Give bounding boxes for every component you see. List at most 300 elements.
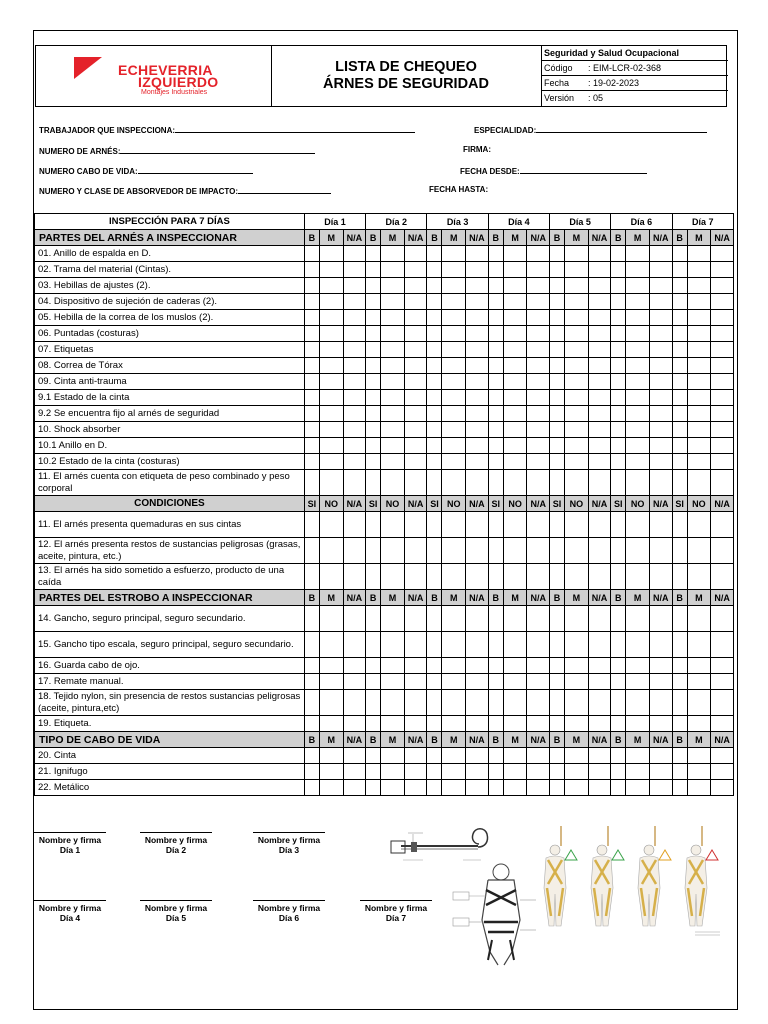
check-cell[interactable]	[565, 716, 589, 732]
check-cell[interactable]	[404, 470, 427, 496]
check-cell[interactable]	[503, 512, 527, 538]
check-cell[interactable]	[550, 294, 565, 310]
check-cell[interactable]	[672, 470, 687, 496]
check-cell[interactable]	[466, 374, 489, 390]
check-cell[interactable]	[588, 780, 611, 796]
check-cell[interactable]	[404, 246, 427, 262]
check-cell[interactable]	[488, 374, 503, 390]
check-cell[interactable]	[488, 326, 503, 342]
check-cell[interactable]	[366, 294, 381, 310]
check-cell[interactable]	[527, 422, 550, 438]
check-cell[interactable]	[711, 374, 734, 390]
check-cell[interactable]	[466, 470, 489, 496]
check-cell[interactable]	[427, 674, 442, 690]
check-cell[interactable]	[343, 422, 366, 438]
check-cell[interactable]	[442, 262, 466, 278]
check-cell[interactable]	[343, 632, 366, 658]
check-cell[interactable]	[687, 564, 711, 590]
check-cell[interactable]	[611, 326, 626, 342]
signature-day-1[interactable]	[30, 832, 110, 855]
check-cell[interactable]	[565, 780, 589, 796]
check-cell[interactable]	[442, 690, 466, 716]
check-cell[interactable]	[550, 538, 565, 564]
check-cell[interactable]	[649, 342, 672, 358]
check-cell[interactable]	[687, 262, 711, 278]
check-cell[interactable]	[550, 606, 565, 632]
check-cell[interactable]	[488, 454, 503, 470]
check-cell[interactable]	[381, 454, 405, 470]
check-cell[interactable]	[565, 438, 589, 454]
check-cell[interactable]	[343, 454, 366, 470]
check-cell[interactable]	[404, 780, 427, 796]
check-cell[interactable]	[626, 262, 650, 278]
check-cell[interactable]	[626, 564, 650, 590]
check-cell[interactable]	[672, 422, 687, 438]
check-cell[interactable]	[550, 690, 565, 716]
check-cell[interactable]	[565, 342, 589, 358]
check-cell[interactable]	[319, 358, 343, 374]
check-cell[interactable]	[672, 674, 687, 690]
check-cell[interactable]	[711, 748, 734, 764]
check-cell[interactable]	[527, 326, 550, 342]
check-cell[interactable]	[304, 632, 319, 658]
check-cell[interactable]	[588, 294, 611, 310]
especialidad-field[interactable]	[474, 124, 707, 135]
check-cell[interactable]	[488, 390, 503, 406]
check-cell[interactable]	[304, 748, 319, 764]
check-cell[interactable]	[319, 390, 343, 406]
check-cell[interactable]	[565, 374, 589, 390]
check-cell[interactable]	[427, 564, 442, 590]
check-cell[interactable]	[527, 632, 550, 658]
check-cell[interactable]	[343, 470, 366, 496]
check-cell[interactable]	[427, 512, 442, 538]
check-cell[interactable]	[503, 262, 527, 278]
check-cell[interactable]	[649, 454, 672, 470]
check-cell[interactable]	[427, 294, 442, 310]
check-cell[interactable]	[319, 564, 343, 590]
check-cell[interactable]	[527, 294, 550, 310]
check-cell[interactable]	[442, 406, 466, 422]
check-cell[interactable]	[672, 748, 687, 764]
check-cell[interactable]	[527, 358, 550, 374]
check-cell[interactable]	[672, 246, 687, 262]
check-cell[interactable]	[466, 512, 489, 538]
check-cell[interactable]	[466, 358, 489, 374]
signature-day-4[interactable]	[30, 900, 110, 923]
check-cell[interactable]	[687, 658, 711, 674]
check-cell[interactable]	[611, 438, 626, 454]
check-cell[interactable]	[527, 342, 550, 358]
check-cell[interactable]	[466, 326, 489, 342]
check-cell[interactable]	[711, 538, 734, 564]
check-cell[interactable]	[611, 748, 626, 764]
check-cell[interactable]	[466, 780, 489, 796]
check-cell[interactable]	[366, 606, 381, 632]
check-cell[interactable]	[687, 690, 711, 716]
check-cell[interactable]	[442, 422, 466, 438]
check-cell[interactable]	[488, 246, 503, 262]
check-cell[interactable]	[626, 358, 650, 374]
check-cell[interactable]	[711, 390, 734, 406]
check-cell[interactable]	[366, 406, 381, 422]
check-cell[interactable]	[687, 390, 711, 406]
check-cell[interactable]	[687, 326, 711, 342]
check-cell[interactable]	[343, 278, 366, 294]
check-cell[interactable]	[466, 390, 489, 406]
check-cell[interactable]	[550, 632, 565, 658]
check-cell[interactable]	[466, 406, 489, 422]
check-cell[interactable]	[488, 310, 503, 326]
check-cell[interactable]	[442, 310, 466, 326]
check-cell[interactable]	[503, 748, 527, 764]
check-cell[interactable]	[319, 690, 343, 716]
check-cell[interactable]	[488, 606, 503, 632]
check-cell[interactable]	[404, 438, 427, 454]
check-cell[interactable]	[304, 606, 319, 632]
check-cell[interactable]	[611, 606, 626, 632]
check-cell[interactable]	[588, 390, 611, 406]
check-cell[interactable]	[488, 564, 503, 590]
check-cell[interactable]	[565, 606, 589, 632]
check-cell[interactable]	[427, 748, 442, 764]
check-cell[interactable]	[427, 406, 442, 422]
check-cell[interactable]	[527, 262, 550, 278]
check-cell[interactable]	[343, 690, 366, 716]
check-cell[interactable]	[649, 246, 672, 262]
check-cell[interactable]	[343, 406, 366, 422]
check-cell[interactable]	[550, 326, 565, 342]
check-cell[interactable]	[442, 358, 466, 374]
check-cell[interactable]	[503, 294, 527, 310]
absorvedor-field[interactable]	[39, 185, 331, 196]
check-cell[interactable]	[626, 780, 650, 796]
check-cell[interactable]	[427, 310, 442, 326]
check-cell[interactable]	[366, 262, 381, 278]
check-cell[interactable]	[466, 342, 489, 358]
check-cell[interactable]	[366, 374, 381, 390]
check-cell[interactable]	[565, 564, 589, 590]
check-cell[interactable]	[687, 512, 711, 538]
check-cell[interactable]	[343, 538, 366, 564]
check-cell[interactable]	[343, 326, 366, 342]
check-cell[interactable]	[304, 564, 319, 590]
check-cell[interactable]	[588, 512, 611, 538]
check-cell[interactable]	[304, 326, 319, 342]
check-cell[interactable]	[343, 342, 366, 358]
check-cell[interactable]	[381, 390, 405, 406]
check-cell[interactable]	[649, 262, 672, 278]
check-cell[interactable]	[626, 538, 650, 564]
check-cell[interactable]	[672, 310, 687, 326]
check-cell[interactable]	[466, 262, 489, 278]
check-cell[interactable]	[711, 780, 734, 796]
check-cell[interactable]	[503, 310, 527, 326]
check-cell[interactable]	[319, 764, 343, 780]
check-cell[interactable]	[442, 438, 466, 454]
check-cell[interactable]	[466, 538, 489, 564]
check-cell[interactable]	[611, 454, 626, 470]
check-cell[interactable]	[427, 246, 442, 262]
check-cell[interactable]	[550, 564, 565, 590]
check-cell[interactable]	[488, 632, 503, 658]
check-cell[interactable]	[427, 764, 442, 780]
check-cell[interactable]	[488, 512, 503, 538]
check-cell[interactable]	[503, 422, 527, 438]
check-cell[interactable]	[488, 262, 503, 278]
check-cell[interactable]	[404, 342, 427, 358]
check-cell[interactable]	[488, 278, 503, 294]
check-cell[interactable]	[626, 606, 650, 632]
check-cell[interactable]	[672, 764, 687, 780]
check-cell[interactable]	[565, 632, 589, 658]
check-cell[interactable]	[611, 512, 626, 538]
check-cell[interactable]	[381, 632, 405, 658]
check-cell[interactable]	[427, 422, 442, 438]
check-cell[interactable]	[366, 564, 381, 590]
check-cell[interactable]	[527, 674, 550, 690]
check-cell[interactable]	[343, 780, 366, 796]
check-cell[interactable]	[319, 262, 343, 278]
check-cell[interactable]	[687, 358, 711, 374]
check-cell[interactable]	[611, 342, 626, 358]
check-cell[interactable]	[687, 780, 711, 796]
check-cell[interactable]	[565, 748, 589, 764]
check-cell[interactable]	[649, 606, 672, 632]
check-cell[interactable]	[672, 716, 687, 732]
check-cell[interactable]	[319, 246, 343, 262]
check-cell[interactable]	[304, 390, 319, 406]
check-cell[interactable]	[381, 278, 405, 294]
check-cell[interactable]	[427, 374, 442, 390]
check-cell[interactable]	[343, 358, 366, 374]
check-cell[interactable]	[611, 470, 626, 496]
check-cell[interactable]	[687, 374, 711, 390]
check-cell[interactable]	[711, 406, 734, 422]
check-cell[interactable]	[611, 358, 626, 374]
check-cell[interactable]	[503, 438, 527, 454]
check-cell[interactable]	[304, 438, 319, 454]
check-cell[interactable]	[466, 674, 489, 690]
check-cell[interactable]	[550, 406, 565, 422]
check-cell[interactable]	[649, 390, 672, 406]
signature-day-5[interactable]	[136, 900, 216, 923]
check-cell[interactable]	[343, 262, 366, 278]
check-cell[interactable]	[503, 674, 527, 690]
check-cell[interactable]	[649, 470, 672, 496]
signature-day-3[interactable]	[249, 832, 329, 855]
check-cell[interactable]	[488, 658, 503, 674]
check-cell[interactable]	[565, 406, 589, 422]
check-cell[interactable]	[343, 716, 366, 732]
check-cell[interactable]	[503, 764, 527, 780]
check-cell[interactable]	[588, 406, 611, 422]
signature-day-7[interactable]	[356, 900, 436, 923]
check-cell[interactable]	[404, 674, 427, 690]
check-cell[interactable]	[442, 538, 466, 564]
check-cell[interactable]	[588, 262, 611, 278]
check-cell[interactable]	[427, 438, 442, 454]
check-cell[interactable]	[442, 454, 466, 470]
check-cell[interactable]	[672, 278, 687, 294]
check-cell[interactable]	[366, 454, 381, 470]
check-cell[interactable]	[649, 374, 672, 390]
check-cell[interactable]	[466, 658, 489, 674]
check-cell[interactable]	[626, 294, 650, 310]
check-cell[interactable]	[304, 658, 319, 674]
check-cell[interactable]	[503, 780, 527, 796]
check-cell[interactable]	[649, 406, 672, 422]
check-cell[interactable]	[672, 326, 687, 342]
check-cell[interactable]	[672, 374, 687, 390]
check-cell[interactable]	[611, 406, 626, 422]
check-cell[interactable]	[466, 294, 489, 310]
check-cell[interactable]	[343, 390, 366, 406]
check-cell[interactable]	[304, 470, 319, 496]
check-cell[interactable]	[366, 358, 381, 374]
check-cell[interactable]	[626, 406, 650, 422]
check-cell[interactable]	[319, 294, 343, 310]
check-cell[interactable]	[672, 632, 687, 658]
check-cell[interactable]	[611, 658, 626, 674]
check-cell[interactable]	[503, 326, 527, 342]
check-cell[interactable]	[565, 326, 589, 342]
check-cell[interactable]	[611, 564, 626, 590]
check-cell[interactable]	[343, 658, 366, 674]
check-cell[interactable]	[381, 374, 405, 390]
check-cell[interactable]	[466, 438, 489, 454]
check-cell[interactable]	[304, 512, 319, 538]
check-cell[interactable]	[427, 326, 442, 342]
check-cell[interactable]	[626, 674, 650, 690]
check-cell[interactable]	[503, 454, 527, 470]
check-cell[interactable]	[404, 658, 427, 674]
check-cell[interactable]	[611, 780, 626, 796]
check-cell[interactable]	[304, 422, 319, 438]
check-cell[interactable]	[565, 262, 589, 278]
check-cell[interactable]	[588, 658, 611, 674]
check-cell[interactable]	[649, 564, 672, 590]
check-cell[interactable]	[427, 454, 442, 470]
check-cell[interactable]	[550, 780, 565, 796]
check-cell[interactable]	[427, 780, 442, 796]
check-cell[interactable]	[565, 310, 589, 326]
check-cell[interactable]	[565, 294, 589, 310]
check-cell[interactable]	[381, 748, 405, 764]
check-cell[interactable]	[503, 538, 527, 564]
check-cell[interactable]	[442, 512, 466, 538]
check-cell[interactable]	[527, 538, 550, 564]
check-cell[interactable]	[404, 310, 427, 326]
trabajador-field[interactable]	[39, 124, 415, 135]
check-cell[interactable]	[442, 246, 466, 262]
check-cell[interactable]	[466, 748, 489, 764]
check-cell[interactable]	[527, 716, 550, 732]
check-cell[interactable]	[442, 658, 466, 674]
check-cell[interactable]	[503, 632, 527, 658]
check-cell[interactable]	[304, 716, 319, 732]
check-cell[interactable]	[588, 326, 611, 342]
check-cell[interactable]	[626, 422, 650, 438]
check-cell[interactable]	[466, 278, 489, 294]
check-cell[interactable]	[319, 406, 343, 422]
fecha-hasta-field[interactable]	[429, 185, 488, 194]
check-cell[interactable]	[550, 262, 565, 278]
check-cell[interactable]	[527, 374, 550, 390]
check-cell[interactable]	[588, 246, 611, 262]
check-cell[interactable]	[649, 422, 672, 438]
check-cell[interactable]	[442, 716, 466, 732]
check-cell[interactable]	[343, 294, 366, 310]
check-cell[interactable]	[588, 606, 611, 632]
check-cell[interactable]	[626, 326, 650, 342]
check-cell[interactable]	[319, 438, 343, 454]
check-cell[interactable]	[711, 422, 734, 438]
check-cell[interactable]	[404, 326, 427, 342]
check-cell[interactable]	[626, 716, 650, 732]
check-cell[interactable]	[672, 294, 687, 310]
check-cell[interactable]	[366, 716, 381, 732]
check-cell[interactable]	[672, 780, 687, 796]
check-cell[interactable]	[649, 716, 672, 732]
check-cell[interactable]	[527, 764, 550, 780]
check-cell[interactable]	[304, 278, 319, 294]
check-cell[interactable]	[687, 470, 711, 496]
check-cell[interactable]	[672, 406, 687, 422]
check-cell[interactable]	[466, 454, 489, 470]
check-cell[interactable]	[711, 326, 734, 342]
check-cell[interactable]	[319, 310, 343, 326]
check-cell[interactable]	[672, 438, 687, 454]
check-cell[interactable]	[527, 310, 550, 326]
check-cell[interactable]	[550, 764, 565, 780]
check-cell[interactable]	[304, 374, 319, 390]
check-cell[interactable]	[488, 438, 503, 454]
check-cell[interactable]	[711, 512, 734, 538]
check-cell[interactable]	[466, 632, 489, 658]
check-cell[interactable]	[550, 422, 565, 438]
check-cell[interactable]	[687, 632, 711, 658]
check-cell[interactable]	[404, 374, 427, 390]
check-cell[interactable]	[687, 716, 711, 732]
check-cell[interactable]	[649, 438, 672, 454]
check-cell[interactable]	[404, 716, 427, 732]
check-cell[interactable]	[381, 406, 405, 422]
check-cell[interactable]	[626, 764, 650, 780]
check-cell[interactable]	[611, 716, 626, 732]
check-cell[interactable]	[588, 278, 611, 294]
check-cell[interactable]	[304, 294, 319, 310]
check-cell[interactable]	[466, 764, 489, 780]
check-cell[interactable]	[381, 674, 405, 690]
check-cell[interactable]	[565, 358, 589, 374]
check-cell[interactable]	[404, 422, 427, 438]
check-cell[interactable]	[687, 294, 711, 310]
check-cell[interactable]	[649, 674, 672, 690]
check-cell[interactable]	[672, 658, 687, 674]
check-cell[interactable]	[304, 454, 319, 470]
check-cell[interactable]	[304, 406, 319, 422]
check-cell[interactable]	[527, 780, 550, 796]
check-cell[interactable]	[488, 538, 503, 564]
check-cell[interactable]	[611, 422, 626, 438]
check-cell[interactable]	[527, 658, 550, 674]
check-cell[interactable]	[343, 438, 366, 454]
check-cell[interactable]	[550, 716, 565, 732]
check-cell[interactable]	[442, 374, 466, 390]
check-cell[interactable]	[381, 342, 405, 358]
check-cell[interactable]	[366, 538, 381, 564]
